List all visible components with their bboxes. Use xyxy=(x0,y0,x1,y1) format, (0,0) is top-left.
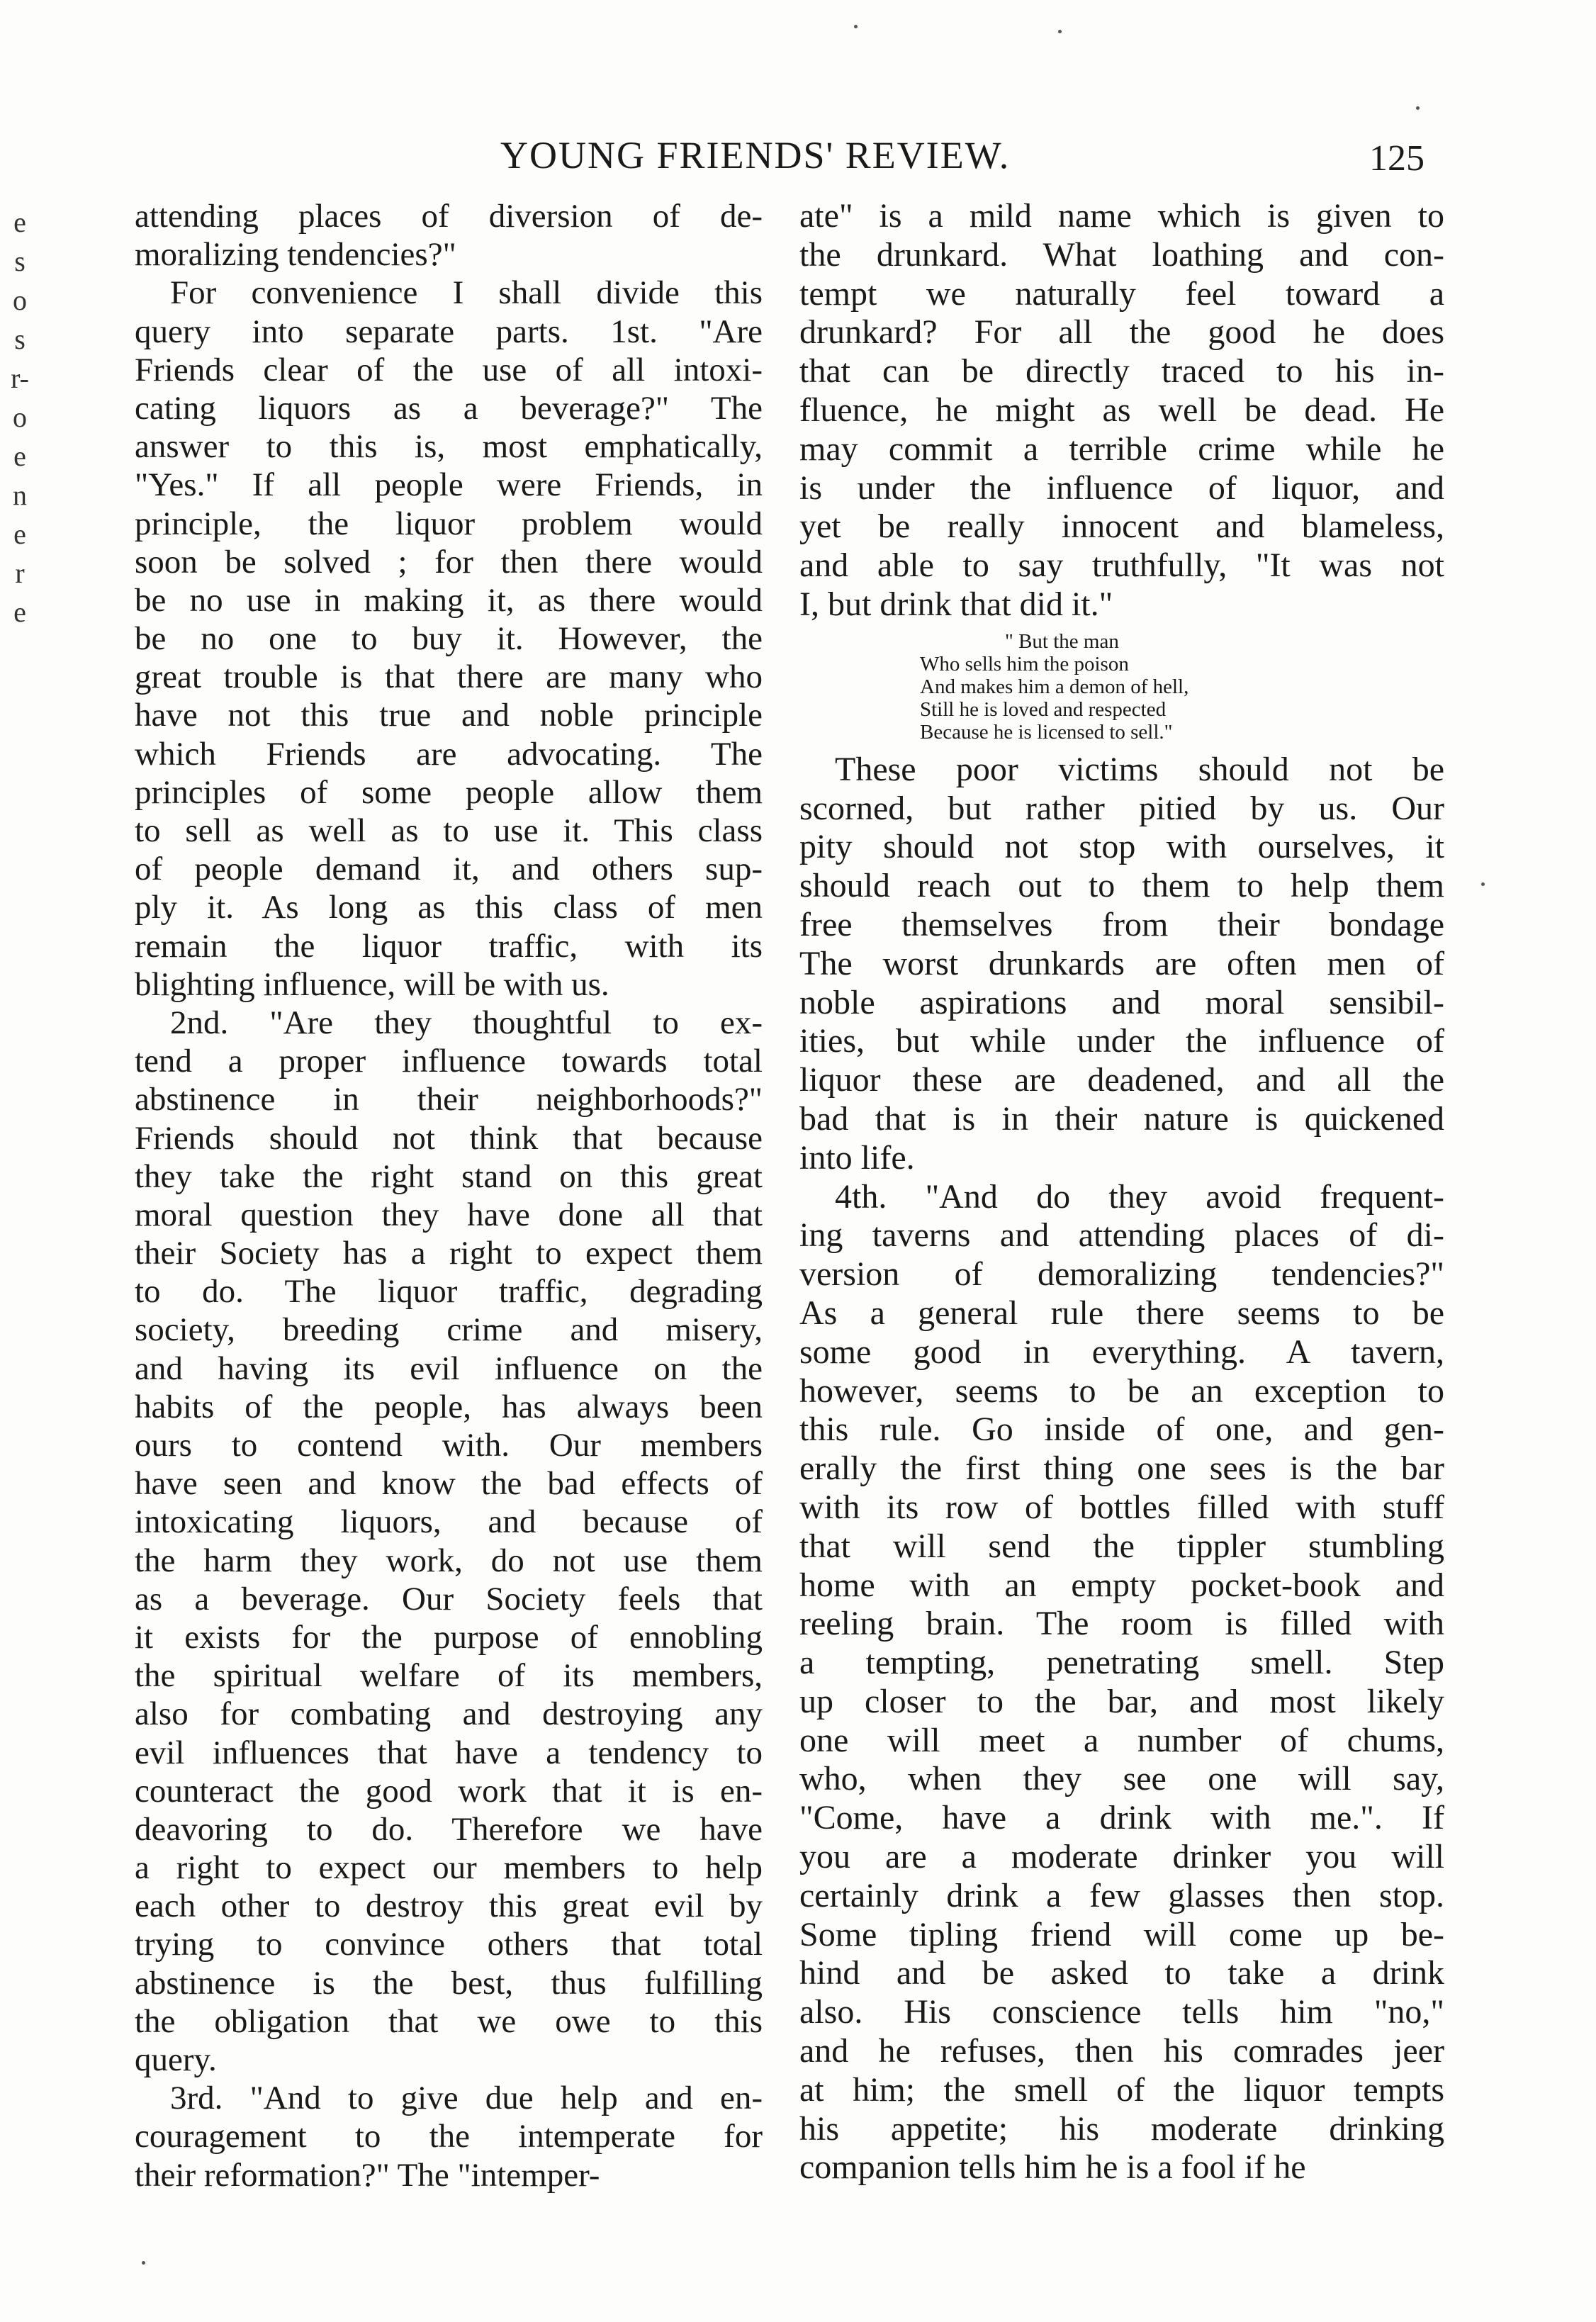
text-line: Friends clear of the use of all intoxi- xyxy=(135,351,763,388)
poem-quote xyxy=(799,630,1444,744)
text-line: fluence, he might as well be dead. He xyxy=(799,391,1444,429)
text-line: some good in everything. A tavern, xyxy=(799,1333,1444,1371)
text-line: a right to expect our members to help xyxy=(135,1849,763,1887)
text-line: "Come, have a drink with me.". If xyxy=(799,1799,1444,1837)
running-header xyxy=(0,133,1596,190)
text-line: query. xyxy=(135,2041,217,2078)
text-line: with its row of bottles filled with stuff xyxy=(799,1488,1444,1526)
text-line: society, breeding crime and misery, xyxy=(135,1311,763,1349)
text-line: abstinence is the best, thus fulfilling xyxy=(135,1964,763,2002)
text-line: reeling brain. The room is filled with xyxy=(799,1605,1444,1643)
text-line: home with an empty pocket-book and xyxy=(799,1566,1444,1604)
text-line: hind and be asked to take a drink xyxy=(799,1954,1444,1992)
text-line: a tempting, penetrating smell. Step xyxy=(799,1644,1444,1682)
text-line: Friends should not think that because xyxy=(135,1119,763,1157)
text-line: tend a proper influence towards total xyxy=(135,1043,763,1080)
left-column xyxy=(135,197,763,2194)
text-line: The worst drunkards are often men of xyxy=(799,944,1444,982)
text-line: 4th. "And do they avoid frequent- xyxy=(835,1177,1444,1216)
text-line: their reformation?" The "intemper- xyxy=(135,2156,600,2194)
text-line: bad that is in their nature is quickened xyxy=(799,1099,1444,1138)
text-line: up closer to the bar, and most likely xyxy=(799,1682,1444,1720)
margin-fragment: s xyxy=(14,245,26,277)
text-line: may commit a terrible crime while he xyxy=(799,430,1444,468)
text-line: they take the right stand on this great xyxy=(135,1157,763,1195)
text-line: each other to destroy this great evil by xyxy=(135,1888,763,1925)
text-line: 3rd. "And to give due help and en- xyxy=(170,2080,763,2117)
text-line: abstinence in their neighborhoods?" xyxy=(135,1081,763,1118)
text-line: who, when they see one will say, xyxy=(799,1760,1444,1798)
text-line: his appetite; his moderate drinking xyxy=(799,2109,1444,2148)
text-line: principle, the liquor problem would xyxy=(135,505,763,542)
text-line: and able to say truthfully, "It was not xyxy=(799,546,1444,585)
margin-fragment: s xyxy=(14,323,26,355)
text-line: erally the first thing one sees is the bar xyxy=(799,1449,1444,1488)
text-line: one will meet a number of chums, xyxy=(799,1721,1444,1759)
text-line: intoxicating liquors, and because of xyxy=(135,1503,763,1541)
margin-fragment: e xyxy=(13,440,26,472)
text-line: version of demoralizing tendencies?" xyxy=(799,1255,1444,1294)
text-line: have not this true and noble principle xyxy=(135,697,763,734)
margin-fragment: o xyxy=(13,401,27,433)
text-line: of people demand it, and others sup- xyxy=(135,851,763,888)
margin-fragment: e xyxy=(13,518,26,550)
scan-speck xyxy=(1058,30,1062,33)
text-line: For convenience I shall divide this xyxy=(170,274,763,312)
text-line: attending places of diversion of de- xyxy=(135,198,763,235)
text-line: couragement to the intemperate for xyxy=(135,2118,763,2155)
text-line: that can be directly traced to his in- xyxy=(799,352,1444,391)
text-line: yet be really innocent and blameless, xyxy=(799,507,1444,546)
text-line: As a general rule there seems to be xyxy=(799,1294,1444,1332)
text-line: and he refuses, then his comrades jeer xyxy=(799,2032,1444,2070)
text-line: into life. xyxy=(799,1138,915,1177)
scan-speck xyxy=(1481,882,1485,886)
text-line: liquor these are deadened, and all the xyxy=(799,1061,1444,1099)
scan-speck xyxy=(142,2261,145,2265)
text-line: great trouble is that there are many who xyxy=(135,658,763,696)
text-line: companion tells him he is a fool if he xyxy=(799,2148,1306,2187)
text-line: ours to contend with. Our members xyxy=(135,1427,763,1464)
text-line: "Yes." If all people were Friends, in xyxy=(135,466,763,504)
left-margin-fragments xyxy=(6,203,34,632)
text-line: free themselves from their bondage xyxy=(799,905,1444,943)
text-line: noble aspirations and moral sensibil- xyxy=(799,983,1444,1021)
text-line: be no one to buy it. However, the xyxy=(135,620,763,658)
text-line: to do. The liquor traffic, degrading xyxy=(135,1273,763,1311)
right-column xyxy=(799,197,1444,2187)
text-line: deavoring to do. Therefore we have xyxy=(135,1810,763,1848)
poem-line: Who sells him the poison xyxy=(920,652,1129,675)
text-line: the drunkard. What loathing and con- xyxy=(799,235,1444,274)
text-line: you are a moderate drinker you will xyxy=(799,1838,1444,1876)
text-line: moral question they have done all that xyxy=(135,1196,763,1233)
poem-line: Because he is licensed to sell." xyxy=(920,720,1173,744)
margin-fragment: e xyxy=(13,596,26,628)
text-line: also. His conscience tells him "no," xyxy=(799,1993,1444,2031)
text-line: habits of the people, has always been xyxy=(135,1388,763,1425)
text-line: answer to this is, most emphatically, xyxy=(135,428,763,466)
text-line: blighting influence, will be with us. xyxy=(135,965,609,1003)
margin-fragment: e xyxy=(13,206,26,238)
text-line: counteract the good work that it is en- xyxy=(135,1772,763,1810)
journal-title: YOUNG FRIENDS' REVIEW. xyxy=(500,134,1011,176)
text-line: ply it. As long as this class of men xyxy=(135,889,763,926)
text-line: cating liquors as a beverage?" The xyxy=(135,389,763,427)
text-line: tempt we naturally feel toward a xyxy=(799,274,1444,313)
poem-line: Still he is loved and respected xyxy=(920,697,1167,721)
margin-fragment: n xyxy=(13,479,27,511)
text-line: it exists for the purpose of ennobling xyxy=(135,1618,763,1656)
text-line: Some tipling friend will come up be- xyxy=(799,1915,1444,1953)
text-line: trying to convince others that total xyxy=(135,1926,763,1963)
text-line: have seen and know the bad effects of xyxy=(135,1465,763,1503)
text-line: is under the influence of liquor, and xyxy=(799,469,1444,507)
text-line: the obligation that we owe to this xyxy=(135,2002,763,2040)
text-line: the harm they work, do not use them xyxy=(135,1542,763,1579)
margin-fragment: o xyxy=(13,284,27,316)
text-line: the spiritual welfare of its members, xyxy=(135,1657,763,1695)
text-line: ities, but while under the influence of xyxy=(799,1022,1444,1060)
right-column-before-poem xyxy=(799,197,1444,624)
text-line: should reach out to them to help them xyxy=(799,867,1444,905)
right-column-after-poem xyxy=(799,751,1444,2187)
margin-fragment: r- xyxy=(11,362,29,394)
text-line: certainly drink a few glasses then stop. xyxy=(799,1876,1444,1914)
text-line: soon be solved ; for then there would xyxy=(135,543,763,580)
text-line: however, seems to be an exception to xyxy=(799,1372,1444,1410)
text-line: remain the liquor traffic, with its xyxy=(135,927,763,965)
margin-fragment: r xyxy=(15,557,25,589)
text-line: 2nd. "Are they thoughtful to ex- xyxy=(170,1004,763,1041)
text-line: and having its evil influence on the xyxy=(135,1350,763,1387)
text-line: query into separate parts. 1st. "Are xyxy=(135,313,763,350)
text-line: ate" is a mild name which is given to xyxy=(799,197,1444,235)
text-line: at him; the smell of the liquor tempts xyxy=(799,2070,1444,2109)
text-line: also for combating and destroying any xyxy=(135,1695,763,1733)
text-line: this rule. Go inside of one, and gen- xyxy=(799,1410,1444,1449)
text-line: scorned, but rather pitied by us. Our xyxy=(799,789,1444,827)
scan-speck xyxy=(854,25,858,28)
text-line: pity should not stop with ourselves, it xyxy=(799,828,1444,866)
text-line: moralizing tendencies?" xyxy=(135,236,456,274)
text-line: evil influences that have a tendency to xyxy=(135,1734,763,1771)
page-number: 125 xyxy=(1369,138,1424,179)
text-line: as a beverage. Our Society feels that xyxy=(135,1580,763,1617)
text-line: drunkard? For all the good he does xyxy=(799,313,1444,352)
text-line: principles of some people allow them xyxy=(135,773,763,811)
text-line: These poor victims should not be xyxy=(835,750,1444,788)
text-line: I, but drink that did it." xyxy=(799,585,1113,623)
text-line: that will send the tippler stumbling xyxy=(799,1527,1444,1565)
poem-line: " But the man xyxy=(1005,629,1119,653)
text-line: their Society has a right to expect them xyxy=(135,1235,763,1272)
poem-line: And makes him a demon of hell, xyxy=(920,675,1189,698)
text-line: be no use in making it, as there would xyxy=(135,581,763,619)
text-line: ing taverns and attending places of di- xyxy=(799,1216,1444,1255)
text-line: to sell as well as to use it. This class xyxy=(135,812,763,849)
text-line: which Friends are advocating. The xyxy=(135,735,763,773)
scan-speck xyxy=(1416,106,1420,110)
